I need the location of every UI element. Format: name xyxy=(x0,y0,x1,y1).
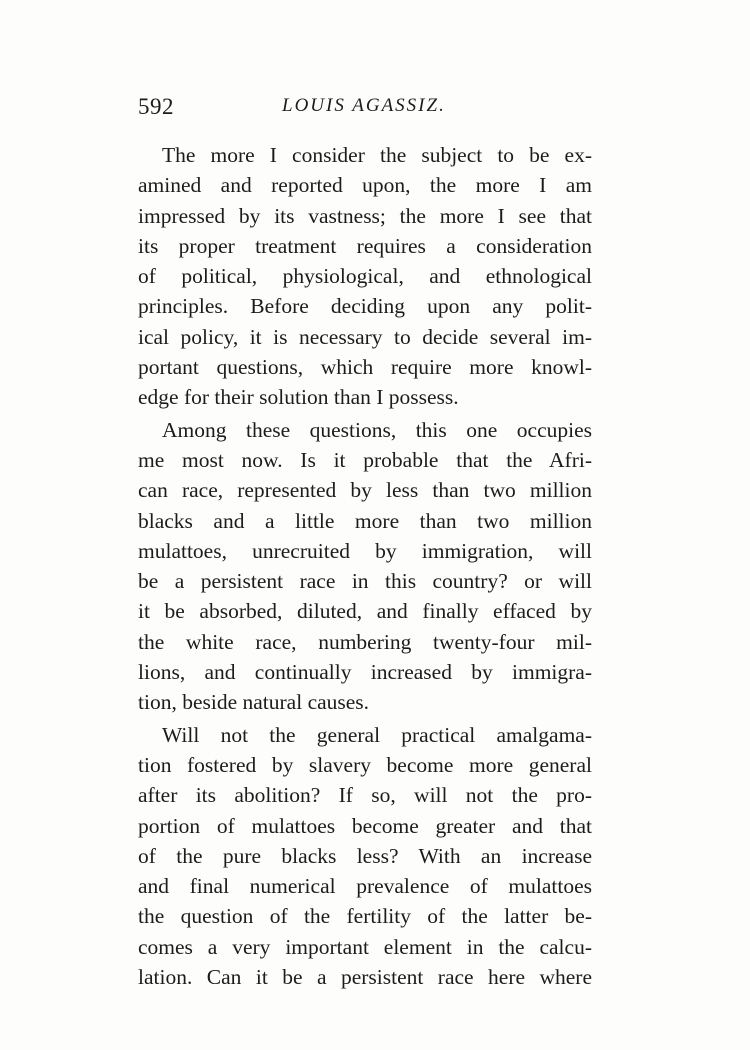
text-line: of political, physiological, and ethnological xyxy=(138,264,592,289)
text-line: mulattoes, unrecruited by immigration, will xyxy=(138,538,592,563)
text-line: tion, beside natural causes. xyxy=(138,690,370,715)
text-line: ical policy, it is necessary to decide several im- xyxy=(138,324,592,349)
text-line: of the pure blacks less? With an increase xyxy=(138,843,592,868)
text-line: lions, and continually increased by immigra- xyxy=(138,660,592,685)
text-line: lation. Can it be a persistent race here where xyxy=(138,965,592,990)
paragraph-1 xyxy=(138,140,592,413)
running-head xyxy=(138,94,598,124)
text-line: edge for their solution than I possess. xyxy=(138,385,459,410)
text-line: be a persistent race in this country? or will xyxy=(138,569,592,594)
text-line: the white race, numbering twenty-four mil- xyxy=(138,629,592,654)
text-line: comes a very important element in the calcu- xyxy=(138,934,592,959)
text-line: blacks and a little more than two million xyxy=(138,508,592,533)
text-line: The more I consider the subject to be ex- xyxy=(162,143,592,167)
text-line: after its abolition? If so, will not the pro- xyxy=(138,783,592,808)
text-line: portant questions, which require more knowl- xyxy=(138,355,592,380)
text-line: it be absorbed, diluted, and finally effaced by xyxy=(138,599,592,624)
paragraph-2 xyxy=(138,415,592,718)
body-text xyxy=(138,140,592,992)
text-line: can race, represented by less than two million xyxy=(138,478,592,503)
text-line: me most now. Is it probable that the Afri- xyxy=(138,447,592,472)
text-line: Will not the general practical amalgama- xyxy=(162,722,592,747)
paragraph-3 xyxy=(138,720,592,993)
text-line: principles. Before deciding upon any polit- xyxy=(138,294,592,319)
text-line: portion of mulattoes become greater and that xyxy=(138,813,592,838)
running-title: LOUIS AGASSIZ. xyxy=(282,95,446,116)
text-line: amined and reported upon, the more I am xyxy=(138,173,592,198)
text-line: tion fostered by slavery become more general xyxy=(138,752,592,777)
page-number: 592 xyxy=(138,94,174,119)
text-line: Among these questions, this one occupies xyxy=(162,417,592,442)
text-line: impressed by its vastness; the more I see that xyxy=(138,203,592,228)
text-line: the question of the fertility of the latter be- xyxy=(138,904,592,929)
text-line: its proper treatment requires a consideration xyxy=(138,233,592,258)
text-line: and final numerical prevalence of mulattoes xyxy=(138,874,592,899)
